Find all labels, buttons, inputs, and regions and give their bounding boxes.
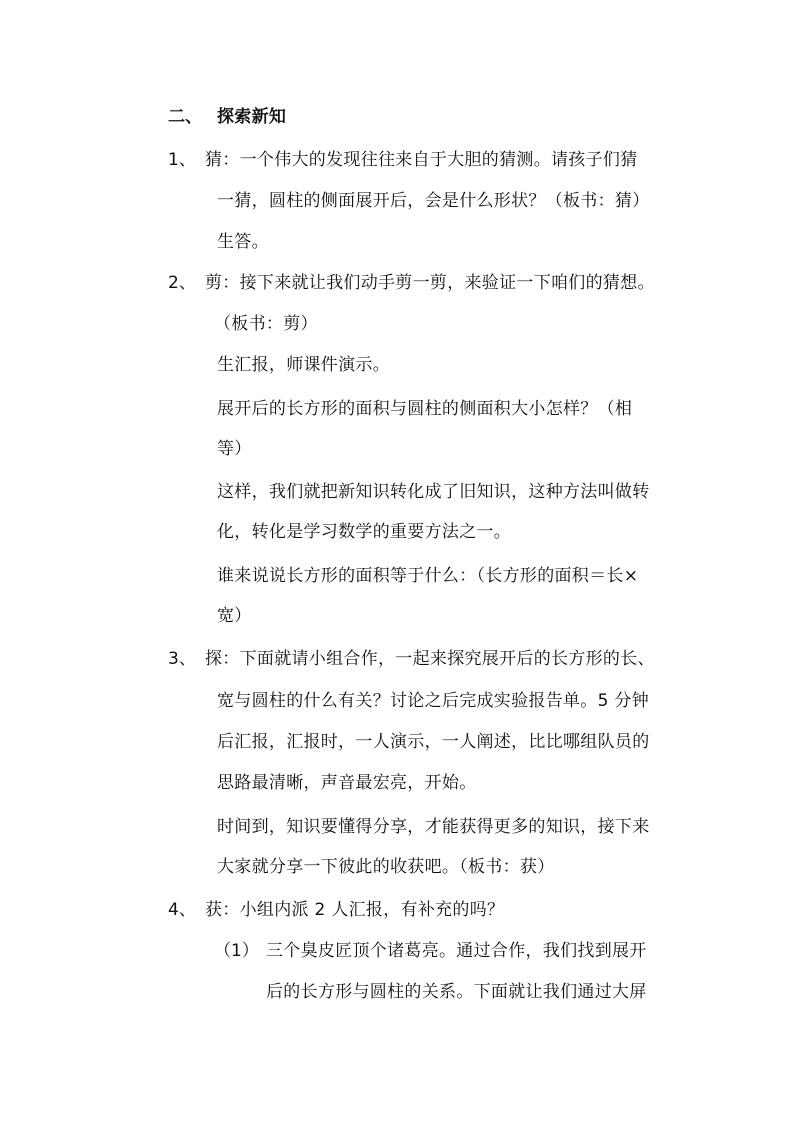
item-number: 1、 [168,150,196,170]
paragraph-line: 谁来说说长方形的面积等于什么：（长方形的面积＝长× [217,566,639,586]
paragraph-line: 思路最清晰，声音最宏亮，开始。 [217,773,477,793]
paragraph-line: 探：下面就请小组合作，一起来探究展开后的长方形的长、 [205,649,655,669]
paragraph-line: 大家就分享一下彼此的收获吧。（板书：获） [217,857,555,877]
paragraph-line: 三个臭皮匠顶个诸葛亮。通过合作，我们找到展开 [266,941,647,961]
paragraph-line: 展开后的长方形的面积与圆柱的侧面积大小怎样？（相 [217,399,633,419]
paragraph-line: 生答。 [217,232,269,252]
subitem-number: （1） [214,941,259,961]
section-number: 二、 [168,107,202,127]
paragraph-line: 宽） [217,606,252,626]
paragraph-line: 后的长方形与圆柱的关系。下面就让我们通过大屏 [266,982,647,1002]
paragraph-line: 后汇报，汇报时，一人演示，一人阐述，比比哪组队员的 [217,732,650,752]
paragraph-line: 化，转化是学习数学的重要方法之一。 [217,522,512,542]
item-number: 4、 [168,900,196,920]
paragraph-line: 猜：一个伟大的发现往往来自于大胆的猜测。请孩子们猜 [205,150,638,170]
paragraph-line: 一猜，圆柱的侧面展开后，会是什么形状？（板书：猜） [217,191,650,211]
paragraph-line: 获：小组内派 2 人汇报，有补充的吗？ [205,900,505,920]
item-number: 2、 [168,273,196,293]
paragraph-line: 这样，我们就把新知识转化成了旧知识，这种方法叫做转 [217,482,650,502]
paragraph-line: 宽与圆柱的什么有关？讨论之后完成实验报告单。5 分钟 [217,691,650,711]
item-number: 3、 [168,649,196,669]
paragraph-line: 剪：接下来就让我们动手剪一剪，来验证一下咱们的猜想。 [205,273,655,293]
section-title: 探索新知 [217,107,287,127]
paragraph-line: 生汇报，师课件演示。 [217,355,390,375]
paragraph-line: 等） [217,439,252,459]
paragraph-line: （板书：剪） [214,314,318,334]
paragraph-line: 时间到，知识要懂得分享，才能获得更多的知识，接下来 [217,817,650,837]
